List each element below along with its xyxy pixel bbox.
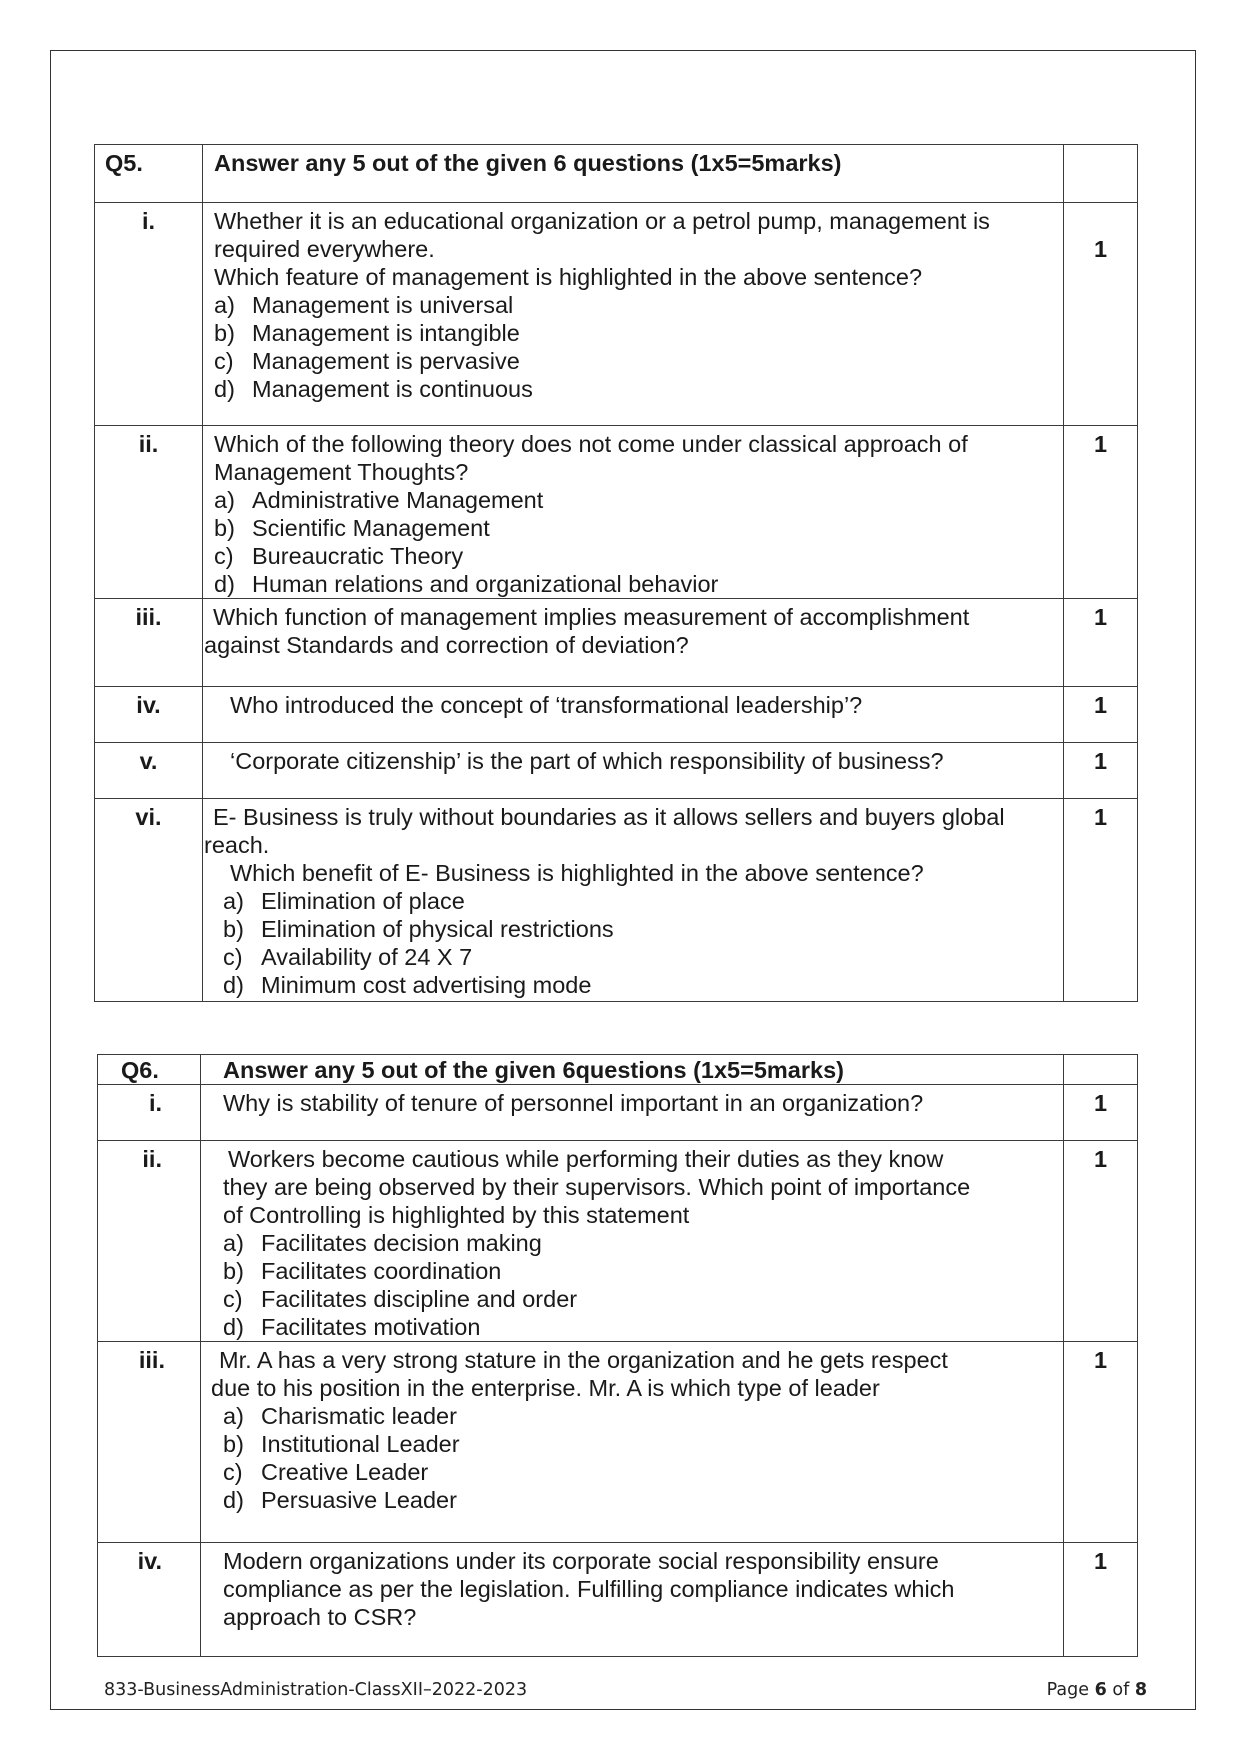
question-number: vi.	[95, 799, 203, 1002]
question-cell	[203, 203, 1064, 426]
question-text: E- Business is truly without boundaries as it allows sellers and buyers global	[213, 804, 1005, 830]
question-text: compliance as per the legislation. Fulfilling compliance indicates which	[223, 1576, 955, 1602]
marks-value: 1	[1093, 1347, 1108, 1373]
option: d) Human relations and organizational behavior	[214, 571, 719, 597]
q5-number: Q5.	[95, 145, 203, 203]
question-text: reach.	[204, 832, 270, 858]
question-text: Which feature of management is highlighted in the above sentence?	[214, 264, 923, 290]
marks-value: 1	[1093, 236, 1108, 262]
option: a) Charismatic leader	[223, 1403, 457, 1429]
question-number: iii.	[98, 1342, 201, 1543]
option: b) Scientific Management	[214, 515, 490, 541]
option: b) Facilitates coordination	[223, 1258, 502, 1284]
question-cell	[201, 1543, 1064, 1657]
question-text: Modern organizations under its corporate social responsibility ensure	[223, 1548, 939, 1574]
question-row	[95, 203, 1138, 426]
page-of: of	[1112, 1680, 1130, 1700]
question-row	[98, 1342, 1138, 1543]
page-current: 6	[1094, 1680, 1107, 1700]
marks-value: 1	[1093, 1090, 1108, 1116]
marks-cell	[1064, 687, 1138, 743]
marks-value: 1	[1093, 1548, 1108, 1574]
question-number: i.	[95, 203, 203, 426]
question-cell	[201, 1085, 1064, 1141]
question-text: Why is stability of tenure of personnel important in an organization?	[223, 1090, 924, 1116]
marks-cell	[1064, 203, 1138, 426]
option: a) Administrative Management	[214, 487, 544, 513]
option-list	[213, 887, 1057, 999]
question-cell	[201, 1141, 1064, 1342]
marks-value: 1	[1093, 748, 1108, 774]
option: b) Management is intangible	[214, 320, 520, 346]
question-row	[98, 1543, 1138, 1657]
option-list	[223, 1229, 1057, 1341]
q6-table	[97, 1054, 1138, 1657]
page-total: 8	[1134, 1680, 1147, 1700]
marks-cell	[1064, 1543, 1138, 1657]
option: d) Persuasive Leader	[223, 1487, 457, 1513]
option-list	[214, 291, 1057, 403]
question-row	[95, 426, 1138, 599]
marks-value: 1	[1093, 604, 1108, 630]
question-row	[95, 599, 1138, 687]
question-text: Which of the following theory does not come under classical approach of	[214, 431, 968, 457]
question-text: Which benefit of E- Business is highlighted in the above sentence?	[230, 860, 924, 886]
question-text: due to his position in the enterprise. Mr. A is which type of leader	[211, 1375, 880, 1401]
question-cell	[203, 799, 1064, 1002]
question-text: Whether it is an educational organization or a petrol pump, management is	[214, 208, 990, 234]
marks-cell	[1064, 1085, 1138, 1141]
marks-cell	[1064, 743, 1138, 799]
marks-value: 1	[1093, 804, 1108, 830]
question-row	[95, 687, 1138, 743]
q6-header-row	[98, 1055, 1138, 1085]
option: a) Management is universal	[214, 292, 514, 318]
question-number: iv.	[95, 687, 203, 743]
option: a) Elimination of place	[223, 888, 465, 914]
question-row	[98, 1141, 1138, 1342]
marks-value: 1	[1093, 1146, 1108, 1172]
question-row	[95, 743, 1138, 799]
q5-instruction: Answer any 5 out of the given 6 questions (1x5=5marks)	[203, 145, 1064, 203]
option: c) Availability of 24 X 7	[223, 944, 473, 970]
q5-table	[94, 144, 1138, 1002]
question-cell	[203, 743, 1064, 799]
question-number: ii.	[95, 426, 203, 599]
question-text: against Standards and correction of deviation?	[204, 632, 689, 658]
question-text: Mr. A has a very strong stature in the organization and he gets respect	[219, 1347, 948, 1373]
q5-header-marks-cell	[1064, 145, 1138, 203]
question-text: Which function of management implies measurement of accomplishment	[213, 604, 970, 630]
q5-header-row	[95, 145, 1138, 203]
question-cell	[203, 599, 1064, 687]
question-cell	[201, 1342, 1064, 1543]
question-row	[95, 799, 1138, 1002]
option-list	[211, 1402, 1057, 1514]
q6-number: Q6.	[98, 1055, 201, 1085]
question-number: ii.	[98, 1141, 201, 1342]
q6-instruction: Answer any 5 out of the given 6questions (1x5=5marks)	[201, 1055, 1064, 1085]
marks-cell	[1064, 426, 1138, 599]
marks-cell	[1064, 1342, 1138, 1543]
marks-cell	[1064, 599, 1138, 687]
option: c) Bureaucratic Theory	[214, 543, 464, 569]
option: d) Management is continuous	[214, 376, 533, 402]
question-text: required everywhere.	[214, 236, 435, 262]
question-number: iii.	[95, 599, 203, 687]
option: c) Facilitates discipline and order	[223, 1286, 578, 1312]
question-text: Workers become cautious while performing their duties as they know	[228, 1146, 944, 1172]
document-code: 833-BusinessAdministration-ClassXII–2022-2023	[104, 1680, 528, 1700]
option: b) Elimination of physical restrictions	[223, 916, 614, 942]
question-text: approach to CSR?	[223, 1604, 417, 1630]
marks-value: 1	[1093, 431, 1108, 457]
question-text: of Controlling is highlighted by this statement	[223, 1202, 690, 1228]
option: d) Facilitates motivation	[223, 1314, 481, 1340]
question-cell	[203, 426, 1064, 599]
question-text: Management Thoughts?	[214, 459, 469, 485]
marks-cell	[1064, 1141, 1138, 1342]
marks-value: 1	[1093, 692, 1108, 718]
question-text: ‘Corporate citizenship’ is the part of which responsibility of business?	[230, 748, 944, 774]
question-number: iv.	[98, 1543, 201, 1657]
page-word: Page	[1046, 1680, 1090, 1700]
page-indicator	[1047, 1680, 1147, 1700]
option-list	[214, 486, 1057, 598]
question-cell	[203, 687, 1064, 743]
option: d) Minimum cost advertising mode	[223, 972, 592, 998]
option: a) Facilitates decision making	[223, 1230, 542, 1256]
question-row	[98, 1085, 1138, 1141]
option: c) Management is pervasive	[214, 348, 520, 374]
question-number: v.	[95, 743, 203, 799]
question-text: they are being observed by their supervisors. Which point of importance	[223, 1174, 971, 1200]
option: c) Creative Leader	[223, 1459, 429, 1485]
marks-cell	[1064, 799, 1138, 1002]
q6-header-marks-cell	[1064, 1055, 1138, 1085]
question-text: Who introduced the concept of ‘transformational leadership’?	[230, 692, 863, 718]
option: b) Institutional Leader	[223, 1431, 460, 1457]
question-number: i.	[98, 1085, 201, 1141]
